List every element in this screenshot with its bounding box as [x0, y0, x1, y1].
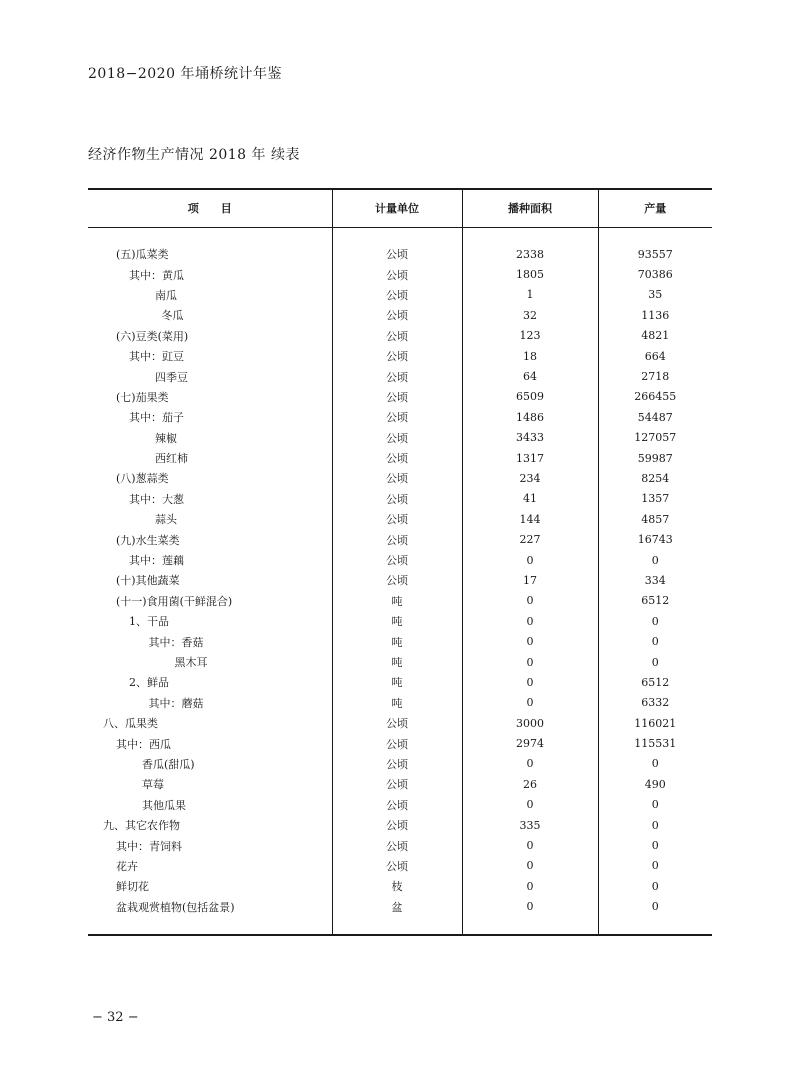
row-output: 4821 — [598, 326, 712, 346]
row-unit: 盆 — [332, 897, 462, 917]
row-area: 1317 — [462, 448, 598, 468]
row-output: 0 — [598, 631, 712, 651]
row-output: 490 — [598, 774, 712, 794]
row-area: 0 — [462, 856, 598, 876]
table-row — [88, 795, 712, 815]
row-unit: 公顷 — [332, 407, 462, 427]
row-output: 334 — [598, 570, 712, 590]
table-row — [88, 591, 712, 611]
row-output: 0 — [598, 856, 712, 876]
row-area: 26 — [462, 774, 598, 794]
row-area: 0 — [462, 754, 598, 774]
row-item-name: (五)瓜菜类 — [116, 248, 169, 262]
row-area: 335 — [462, 815, 598, 835]
row-item-name: 其中：茄子 — [129, 411, 184, 425]
row-output: 0 — [598, 652, 712, 672]
table-row — [88, 489, 712, 509]
row-unit: 吨 — [332, 652, 462, 672]
table-row — [88, 285, 712, 305]
row-unit: 吨 — [332, 631, 462, 651]
row-unit: 公顷 — [332, 570, 462, 590]
row-unit: 公顷 — [332, 835, 462, 855]
row-output: 0 — [598, 876, 712, 896]
row-item-name: 花卉 — [116, 859, 138, 873]
row-output: 70386 — [598, 264, 712, 284]
running-header: 2018−2020 年埇桥统计年鉴 — [88, 66, 282, 82]
row-unit: 公顷 — [332, 468, 462, 488]
row-unit: 公顷 — [332, 244, 462, 264]
row-unit: 公顷 — [332, 366, 462, 386]
row-area: 2338 — [462, 244, 598, 264]
row-item-name: 蒜头 — [155, 513, 177, 527]
row-output: 1357 — [598, 489, 712, 509]
table-row — [88, 305, 712, 325]
table-row — [88, 244, 712, 264]
table-row — [88, 631, 712, 651]
row-item-name: 其中：黄瓜 — [129, 268, 184, 282]
row-output: 0 — [598, 611, 712, 631]
row-area: 0 — [462, 550, 598, 570]
row-area: 1805 — [462, 264, 598, 284]
row-unit: 公顷 — [332, 774, 462, 794]
row-unit: 吨 — [332, 672, 462, 692]
row-unit: 公顷 — [332, 326, 462, 346]
row-item-name: 其中：蘑菇 — [148, 696, 204, 710]
row-item-name: (八)葱蒜类 — [116, 472, 169, 486]
row-area: 0 — [462, 652, 598, 672]
row-item-name: (十)其他蔬菜 — [116, 574, 180, 588]
row-item-name: 西红柿 — [155, 452, 188, 466]
row-area: 227 — [462, 529, 598, 549]
header-unit: 计量单位 — [332, 189, 462, 227]
row-unit: 吨 — [332, 611, 462, 631]
table-row — [88, 856, 712, 876]
row-item-name: 九、其它农作物 — [103, 819, 180, 833]
row-area: 0 — [462, 795, 598, 815]
row-item-name: 黑木耳 — [174, 656, 208, 669]
row-unit: 公顷 — [332, 795, 462, 815]
row-output: 4857 — [598, 509, 712, 529]
row-unit: 公顷 — [332, 346, 462, 366]
row-item-name: 香瓜(甜瓜) — [142, 757, 195, 771]
economic-crops-table — [88, 188, 712, 936]
row-output: 6512 — [598, 591, 712, 611]
row-item-name: 其中：香菇 — [148, 635, 204, 649]
row-unit: 公顷 — [332, 856, 462, 876]
row-output: 127057 — [598, 428, 712, 448]
header-area: 播种面积 — [462, 189, 598, 227]
row-item-name: (十一)食用菌(干鲜混合) — [116, 594, 233, 608]
row-unit: 公顷 — [332, 305, 462, 325]
row-area: 64 — [462, 366, 598, 386]
row-area: 123 — [462, 326, 598, 346]
table-row — [88, 509, 712, 529]
table-row — [88, 346, 712, 366]
table-row — [88, 387, 712, 407]
row-area: 0 — [462, 835, 598, 855]
row-item-name: 其中：大葱 — [129, 492, 184, 506]
row-item-name: (七)茄果类 — [116, 390, 169, 404]
table-row — [88, 407, 712, 427]
table-header-row — [88, 189, 712, 227]
row-area: 0 — [462, 897, 598, 917]
row-unit: 枝 — [332, 876, 462, 896]
row-unit: 公顷 — [332, 529, 462, 549]
row-item-name: (九)水生菜类 — [116, 533, 180, 547]
row-output: 0 — [598, 550, 712, 570]
row-item-name: 其中：莲藕 — [129, 554, 184, 568]
row-output: 0 — [598, 815, 712, 835]
table-row — [88, 713, 712, 733]
row-output: 59987 — [598, 448, 712, 468]
row-output: 664 — [598, 346, 712, 366]
table-title: 经济作物生产情况 2018 年 续表 — [88, 147, 300, 163]
table-row — [88, 550, 712, 570]
row-output: 0 — [598, 754, 712, 774]
row-output: 1136 — [598, 305, 712, 325]
row-area: 0 — [462, 693, 598, 713]
row-output: 16743 — [598, 529, 712, 549]
row-unit: 吨 — [332, 693, 462, 713]
row-unit: 公顷 — [332, 754, 462, 774]
row-unit: 公顷 — [332, 489, 462, 509]
table-row — [88, 754, 712, 774]
row-area: 3000 — [462, 713, 598, 733]
header-output: 产量 — [598, 189, 712, 227]
table-spacer-top — [88, 227, 712, 244]
row-area: 0 — [462, 876, 598, 896]
row-item-name: 其中：豇豆 — [129, 350, 184, 364]
table-row — [88, 652, 712, 672]
row-area: 1 — [462, 285, 598, 305]
row-item-name: 八、瓜果类 — [103, 717, 158, 731]
row-output: 6512 — [598, 672, 712, 692]
row-unit: 公顷 — [332, 815, 462, 835]
row-area: 234 — [462, 468, 598, 488]
row-item-name: 草莓 — [142, 778, 164, 792]
table-row — [88, 774, 712, 794]
row-item-name: 南瓜 — [155, 288, 177, 302]
table-row — [88, 815, 712, 835]
row-area: 6509 — [462, 387, 598, 407]
row-item-name: 鲜切花 — [116, 880, 149, 894]
table-row — [88, 264, 712, 284]
row-unit: 公顷 — [332, 733, 462, 753]
table-row — [88, 428, 712, 448]
row-area: 32 — [462, 305, 598, 325]
row-item-name: 其中：青饲料 — [116, 839, 182, 853]
row-area: 0 — [462, 672, 598, 692]
row-item-name: 其中：西瓜 — [116, 737, 171, 751]
row-area: 0 — [462, 631, 598, 651]
row-output: 0 — [598, 795, 712, 815]
table-row — [88, 733, 712, 753]
row-area: 144 — [462, 509, 598, 529]
table-row — [88, 672, 712, 692]
statistics-table-container — [88, 188, 712, 936]
row-item-name: 2、鲜品 — [129, 676, 169, 690]
table-row — [88, 448, 712, 468]
row-output: 115531 — [598, 733, 712, 753]
row-output: 0 — [598, 897, 712, 917]
table-row — [88, 876, 712, 896]
row-unit: 公顷 — [332, 264, 462, 284]
row-output: 0 — [598, 835, 712, 855]
row-output: 6332 — [598, 693, 712, 713]
row-output: 2718 — [598, 366, 712, 386]
row-unit: 公顷 — [332, 448, 462, 468]
table-spacer-bottom — [88, 917, 712, 935]
table-row — [88, 468, 712, 488]
row-output: 35 — [598, 285, 712, 305]
row-output: 8254 — [598, 468, 712, 488]
row-area: 0 — [462, 611, 598, 631]
table-row — [88, 693, 712, 713]
row-output: 116021 — [598, 713, 712, 733]
row-unit: 公顷 — [332, 387, 462, 407]
header-item: 项 目 — [88, 189, 332, 227]
row-unit: 公顷 — [332, 428, 462, 448]
page-number: − 32 − — [92, 1010, 139, 1025]
table-row — [88, 326, 712, 346]
table-row — [88, 611, 712, 631]
row-output: 266455 — [598, 387, 712, 407]
row-item-name: 盆栽观赏植物(包括盆景) — [116, 900, 235, 914]
row-item-name: 1、干品 — [129, 615, 169, 629]
table-body — [88, 227, 712, 935]
row-area: 0 — [462, 591, 598, 611]
table-row — [88, 570, 712, 590]
row-area: 2974 — [462, 733, 598, 753]
table-row — [88, 529, 712, 549]
table-row — [88, 897, 712, 917]
row-item-name: (六)豆类(菜用) — [116, 329, 189, 343]
row-item-name: 辣椒 — [155, 431, 177, 445]
row-item-name: 冬瓜 — [161, 309, 184, 323]
row-area: 17 — [462, 570, 598, 590]
row-unit: 公顷 — [332, 285, 462, 305]
row-output: 54487 — [598, 407, 712, 427]
row-item-name: 四季豆 — [155, 370, 188, 384]
table-row — [88, 366, 712, 386]
row-unit: 公顷 — [332, 713, 462, 733]
row-unit: 公顷 — [332, 509, 462, 529]
row-unit: 公顷 — [332, 550, 462, 570]
row-item-name: 其他瓜果 — [142, 798, 186, 812]
row-area: 1486 — [462, 407, 598, 427]
row-output: 93557 — [598, 244, 712, 264]
row-unit: 吨 — [332, 591, 462, 611]
row-area: 3433 — [462, 428, 598, 448]
row-area: 18 — [462, 346, 598, 366]
table-row — [88, 835, 712, 855]
row-area: 41 — [462, 489, 598, 509]
